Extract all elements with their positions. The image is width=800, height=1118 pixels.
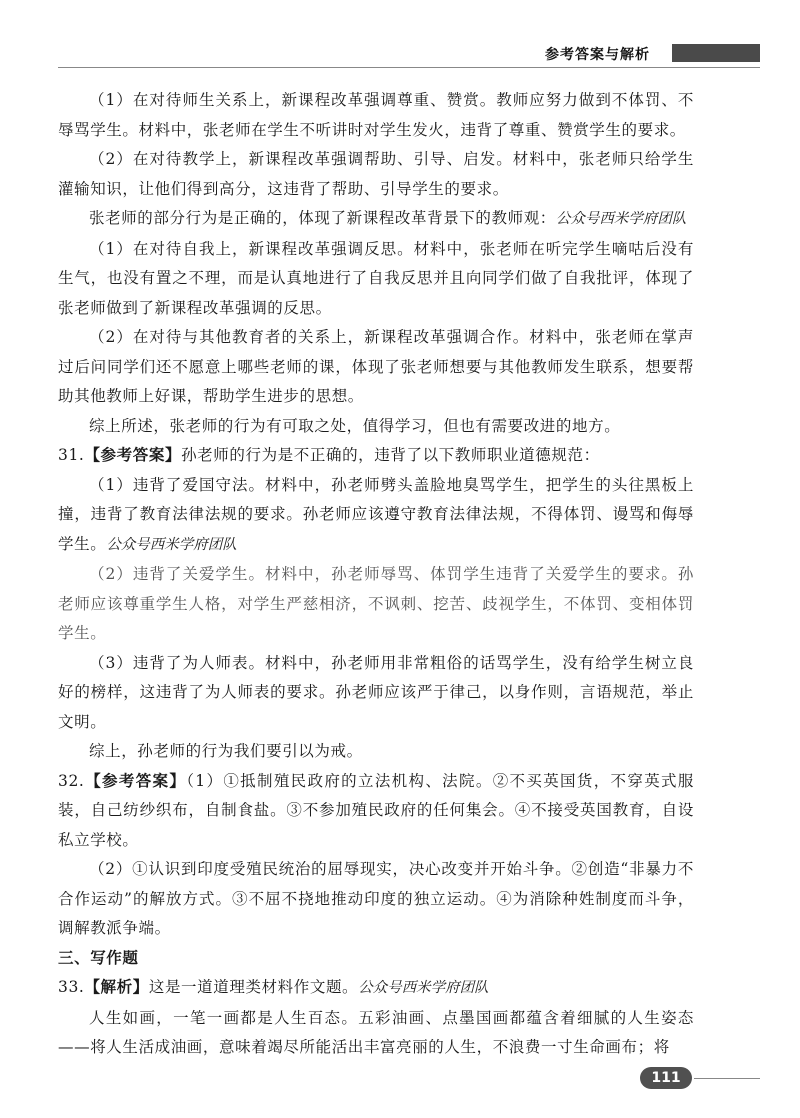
paragraph: （2）在对待教学上，新课程改革强调帮助、引导、启发。材料中，张老师只给学生灌输知识，让他们得到高分，这违背了帮助、引导学生的要求。 [58,150,694,198]
analysis-label: 【解析】 [84,978,149,996]
paragraph: 人生如画，一笔一画都是人生百态。五彩油画、点墨国画都蕴含着细腻的人生姿态——将人生活成油画，意味着竭尽所能活出丰富亮丽的人生，不浪费一寸生命画布；将 [58,1008,694,1056]
section-heading: 三、写作题 [58,948,139,967]
question-text: 这是一道道理类材料作文题。 [148,978,359,996]
paragraph: （2）在对待与其他教育者的关系上，新课程改革强调合作。材料中，张老师在掌声过后问同学们还不愿意上哪些老师的课，体现了张老师想要与其他教师发生联系，想要帮助其他教师上好课，帮助学生进步的思想。 [58,328,694,405]
handwritten-watermark: 公众号西米学府团队 [358,980,489,996]
handwritten-watermark: 公众号西米学府团队 [555,211,687,227]
question-32 [58,767,694,856]
answer-label: 【参考答案】 [84,446,182,464]
paragraph-text: （1）违背了爱国守法。材料中，孙老师劈头盖脸地臭骂学生，把学生的头往黑板上撞，违背了教育法律法规的要求。孙老师应该遵守教育法律法规，不得体罚、谩骂和侮辱学生。 [58,475,694,553]
paragraph: 综上所述，张老师的行为有可取之处，值得学习，但也有需要改进的地方。 [89,416,621,435]
paragraph [58,471,694,561]
header-decor-bar [672,44,760,62]
question-text: （1）①抵制殖民政府的立法机构、法院。②不买英国货，不穿英式服装，自己纺纱织布，自制食盐。③不参加殖民政府的任何集会。④不接受英国教育，自设私立学校。 [58,771,694,849]
paragraph: （2）违背了关爱学生。材料中，孙老师辱骂、体罚学生违背了关爱学生的要求。孙老师应该尊重学生人格，对学生严慈相济，不讽刺、挖苦、歧视学生，不体罚、变相体罚学生。 [58,565,694,642]
question-33 [58,973,694,1004]
header-title: 参考答案与解析 [545,47,650,63]
footer-rule [694,1078,760,1079]
answer-content [58,86,694,1063]
question-number: 33. [58,978,85,996]
paragraph: （3）违背了为人师表。材料中，孙老师用非常粗俗的话骂学生，没有给学生树立良好的榜样，这违背了为人师表的要求。孙老师应该严于律己，以身作则，言语规范，举止文明。 [58,653,694,731]
paragraph-text: 张老师的部分行为是正确的，体现了新课程改革背景下的教师观： [89,209,556,227]
question-31 [58,441,694,471]
handwritten-watermark: 公众号西米学府团队 [106,536,237,553]
paragraph [58,204,694,235]
paragraph: （2）①认识到印度受殖民统治的屈辱现实，决心改变并开始斗争。②创造“非暴力不合作运动”的解放方式。③不屈不挠地推动印度的独立运动。④为消除种姓制度而斗争，调解教派争端。 [58,860,694,937]
paragraph: （1）在对待自我上，新课程改革强调反思。材料中，张老师在听完学生嘀咕后没有生气，也没有置之不理，而是认真地进行了自我反思并且向同学们做了自我批评，体现了张老师做到了新课程改革强调的反思。 [58,239,694,317]
page-number-badge: 111 [640,1067,692,1089]
question-number: 31. [58,446,85,464]
question-number: 32. [58,771,85,790]
question-text: 孙老师的行为是不正确的，违背了以下教师职业道德规范： [181,446,600,464]
paragraph: （1）在对待师生关系上，新课程改革强调尊重、赞赏。教师应努力做到不体罚、不辱骂学生。材料中，张老师在学生不听讲时对学生发火，违背了尊重、赞赏学生的要求。 [58,91,694,139]
paragraph: 综上，孙老师的行为我们要引以为戒。 [89,742,363,760]
answer-label: 【参考答案】 [84,771,187,790]
header-divider [58,67,760,68]
